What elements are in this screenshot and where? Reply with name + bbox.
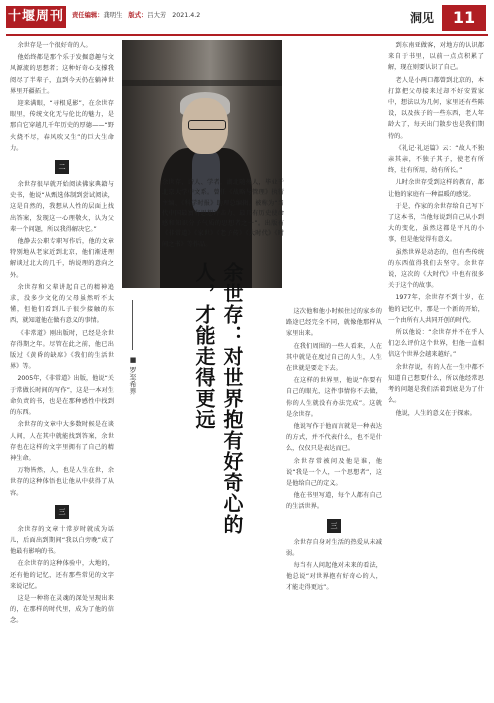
paragraph: 这次他和他小时候住过的家乡的路途已经完全不同，就像他那样从家里出来。 xyxy=(286,308,382,338)
photo-caption: 余世存，诗人、学者。湖北随州人，毕业于北京大学中文系。曾任《战略与管理》执行主编、《科学时报》助理总编辑。被称为“当代中国最富有思想冲击力、最具有历史使命感和知识分子气质的思想者之一”。出版有《非常道》《家世》《老子传》《大时代》《时间之书》等作品。 xyxy=(162,179,284,248)
paragraph: 余世存很早就开始阅读佛家典籍与史书，他说“从甄选体制到尝试阅读，这是自然的，我想从人性的层面上找出答案，发现这一心理敬火，认为父辈一个问题，所以我得解决它。” xyxy=(10,181,114,233)
divider-numeral: 三 xyxy=(55,505,69,519)
paragraph: 他说，人生的意义在于探索。 xyxy=(395,409,476,417)
paragraph: 余世存的文章十常岁时就成为话儿，后面出到期间“我以白旁晚”成了他最有影响的书。 xyxy=(10,525,114,556)
paragraph: 他始终都是那个乐于发掘意趣与文风源流的思想者；这种好奇心支撑我阅尽了半辈子，直到今天仍在躺神世界里开疆拓土。 xyxy=(10,54,114,95)
header-rule xyxy=(6,34,488,36)
shelf-line xyxy=(122,80,282,86)
paragraph: 余世存说，有的人在一生中都不知道自己想要什么，所以他经常思考的问题是我们活着到底是为了什么。 xyxy=(388,363,484,405)
portrait-glasses xyxy=(188,120,226,130)
paragraph: 他在书里写道，每个人都有自己的生活世界。 xyxy=(286,492,382,511)
paragraph: 虽然世界是动态的，但有些传统的东西值得我们去坚守。余世存说，这次的《大时代》中也有很多关于这个的故事。 xyxy=(388,248,484,290)
byline: ■ 罗至希界 xyxy=(129,356,137,395)
paragraph: 《礼记·礼运篇》云：“故人不独亲其亲，不独子其子，使老有所终，壮有所用，幼有所长。” xyxy=(388,144,484,175)
page-header xyxy=(0,0,494,34)
section-divider xyxy=(10,505,114,519)
article-title: 余世存：对世界抱有好奇心的人，才能走得更远 xyxy=(192,262,244,535)
section-divider xyxy=(10,160,114,174)
paragraph: 在余世存的这种体验中，大地的，还有他的记忆，还有那些常见的文字来说记忆。 xyxy=(10,560,114,590)
article-column-3 xyxy=(388,40,484,696)
author-portrait xyxy=(122,40,282,288)
paragraph: 他静去公职专职写作后，他的文章特别地从老家近到北京，他们渐进理解谈过北大的几千，纳说理的意向之外。 xyxy=(10,238,114,279)
article-column-2 xyxy=(286,306,382,696)
paragraph: 所以他说：“余世存并不在乎人们怎么评价这个世界，但他一直相信这个世界会越来越好。” xyxy=(388,329,484,359)
editor-label: 责任编辑： xyxy=(72,12,104,19)
page-meta xyxy=(72,10,200,19)
page-number: 11 xyxy=(442,5,486,31)
paragraph: 到东南亚做客，对地方的认识都来自于书里，以前一点点积累了解，现在则要认识了自己。 xyxy=(388,42,484,72)
divider-numeral: 二 xyxy=(55,160,69,174)
paragraph: 迎来满眼，“寻根觅影”，在余世存眼里，传统文化无与伦比的魅力，是那自它穿越几千年历史的厚德——“野火烧不尽，春风吹又生”的巨大生命力。 xyxy=(10,100,114,152)
paragraph: 老人是小两口都曾到北京的，本打算把父母接来过却不好安置家中，想法以为几何，家里还有些陈设，以及孩子的一些东西，老人年龄大了，每天出门散步也是我们期待的。 xyxy=(388,76,484,140)
section-name: 洞见 xyxy=(409,11,434,25)
issue-date: 2021.4.2 xyxy=(172,12,201,19)
paragraph: 于是，作家的余世存给自己写下了这本书，当他每说到自己从小到大的变化，虽然这都是平凡的小事，但是他觉得有意义。 xyxy=(388,202,484,244)
paragraph: 在这样的世界里，他说“你要有自己的眼光，这件事情你不去做，你的人生就没有办法完成”。这就是余世存。 xyxy=(286,377,382,418)
paragraph: 余世存和父辈讲起自己的精神追求，没多少文化的父母虽然听不太懂，但他们看到儿子很少接触的东西，就知道他在做有意义的事情。 xyxy=(10,283,114,325)
paragraph: 余世存的文章中大多数时候是在谈人间，人在其中就能找到答案，余世存也在这样的文字里拥有了自己的精神生命。 xyxy=(10,421,114,462)
article-column-1 xyxy=(10,40,114,696)
format-label: 版式： xyxy=(128,12,148,19)
divider-numeral: 三 xyxy=(327,519,341,533)
masthead: 十堰周刊 xyxy=(6,6,66,28)
paragraph: 1977年，余世存不到十岁，在他的记忆中，那是一个新的开始，一个由所有人共同开创的时代。 xyxy=(388,294,484,324)
editor-name: 龚明生 xyxy=(103,12,123,19)
paragraph: 余世存常被问及他是谁，他说“我是一个人，一个思想者”，这是他给自己的定义。 xyxy=(286,457,382,488)
paragraph: 每当有人问起他对未来的看法，他总说“对世界抱有好奇心的人，才能走得更远”。 xyxy=(286,562,382,592)
paragraph: 余世存是一个很好奇的人。 xyxy=(17,42,92,49)
paragraph: 余世存自身对生活的热爱从未减弱。 xyxy=(286,538,382,557)
paragraph: 在我们周围的一些人看来，人在其中就是在度过自己的人生，人生在世就是要走下去。 xyxy=(286,342,382,373)
paragraph: 儿时余世存受到这样的教育，都让他的家庭有一种温暖的感觉。 xyxy=(388,179,484,198)
section-divider xyxy=(286,519,382,533)
byline-rule xyxy=(132,300,133,350)
paragraph: 他说写作于他而言就是一种表达的方式，并不代表什么，也不是什么，仅仅只是表达而已。 xyxy=(286,423,382,453)
paragraph: 2005年，《非常道》出版，他说“关于常做长时间的写作”，这是一本对生命负责的书，也是在那种感性中找到的东西。 xyxy=(10,375,114,417)
paragraph: 《非常道》刚出版时，已经是余世存得期之年。尽管在此之前，他已出版过《黄昏的缺席》《我们的生活世界》等。 xyxy=(10,329,114,371)
paragraph: 这是一种将在灵魂的深处呈现出来的，在那样的时代里，成为了他的信念。 xyxy=(10,594,114,625)
paragraph: 万物皆然，人，也是人生在世，余世存的这种体悟也让他从中获得了从容。 xyxy=(10,467,114,497)
format-name: 吕大芳 xyxy=(147,12,167,19)
